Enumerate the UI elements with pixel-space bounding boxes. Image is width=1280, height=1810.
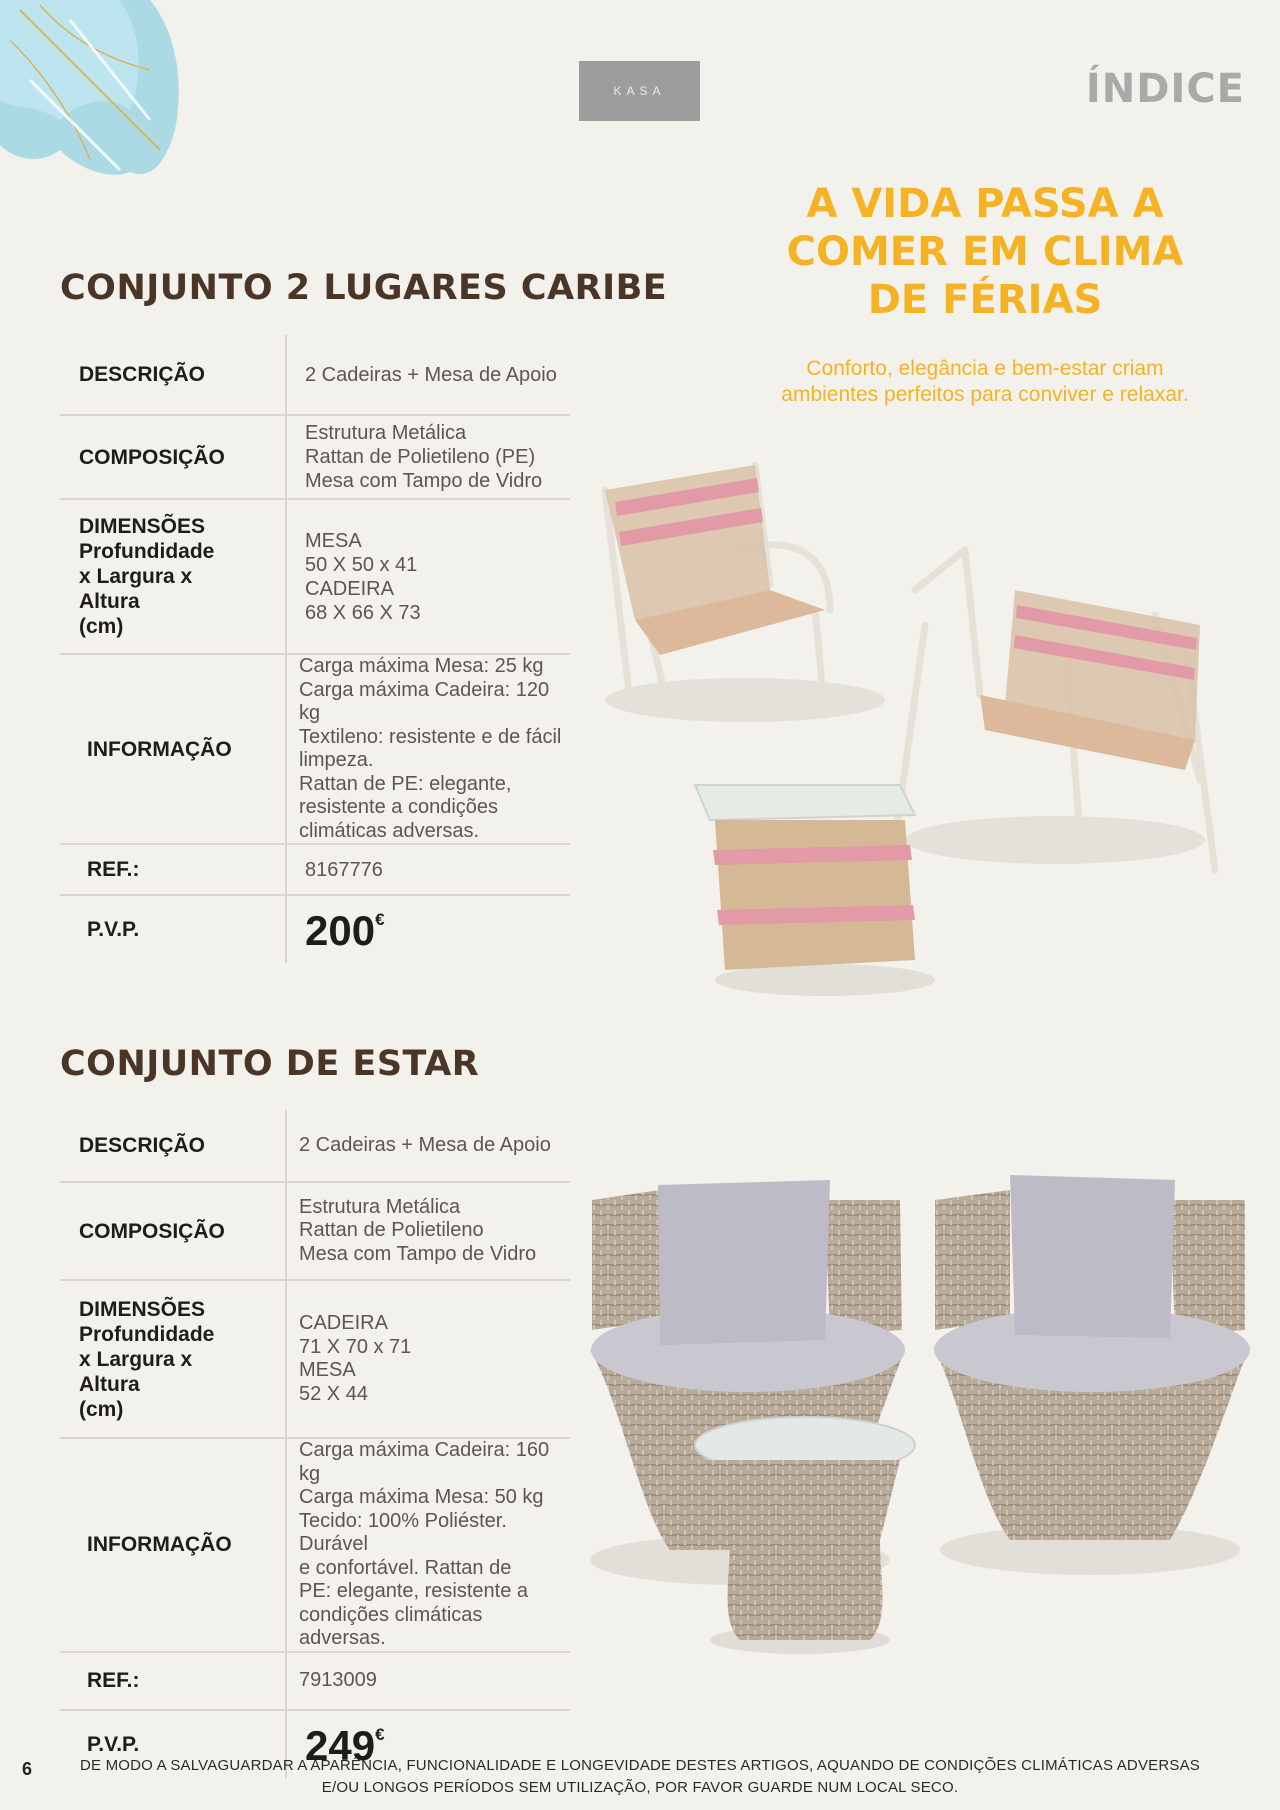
spec-value (286, 654, 570, 844)
product-spec-table (60, 335, 570, 963)
page-number: 6 (22, 1759, 33, 1779)
composition-line: Rattan de Polietileno (299, 1219, 484, 1242)
dimensions-line: CADEIRA (305, 577, 394, 600)
info-line: limpeza. (299, 749, 374, 771)
info-line: PE: elegante, resistente a (299, 1580, 529, 1602)
composition-line: Mesa com Tampo de Vidro (305, 470, 543, 492)
spec-row-description (60, 335, 570, 415)
spec-label: COMPOSIÇÃO (60, 415, 286, 499)
promo-headline (720, 180, 1250, 324)
spec-row-dimensions (60, 1280, 570, 1438)
info-line: Textileno: resistente e de fácil (299, 725, 562, 748)
spec-label (60, 499, 286, 654)
product-title: CONJUNTO DE ESTAR (60, 1044, 480, 1084)
price-currency: € (375, 1724, 385, 1744)
footer-note (60, 1755, 1220, 1799)
promo-headline-line: A VIDA PASSA A (806, 181, 1164, 227)
price-currency: € (375, 910, 385, 929)
spec-label: COMPOSIÇÃO (60, 1182, 286, 1280)
info-line: e confortável. Rattan de (299, 1556, 512, 1579)
spec-value (286, 499, 570, 654)
dimensions-label-line: DIMENSÕES (79, 515, 206, 538)
spec-value (286, 1438, 570, 1652)
spec-value (286, 415, 570, 499)
promo-headline-line: COMER EM CLIMA (786, 229, 1184, 275)
composition-line: Estrutura Metálica (305, 422, 467, 444)
index-link[interactable]: ÍNDICE (1085, 66, 1245, 112)
price-amount: 249 (305, 1721, 376, 1769)
spec-label: REF.: (60, 844, 286, 895)
info-line: Carga máxima Cadeira: 120 kg (299, 678, 550, 724)
spec-row-description (60, 1110, 570, 1182)
spec-label (60, 1280, 286, 1438)
spec-label: INFORMAÇÃO (60, 654, 286, 844)
composition-line: Rattan de Polietileno (PE) (305, 446, 536, 468)
info-line: Carga máxima Mesa: 50 kg (299, 1486, 544, 1508)
spec-label: DESCRIÇÃO (60, 1110, 286, 1182)
promo-tagline (720, 356, 1250, 408)
dimensions-line: MESA (299, 1359, 356, 1381)
dimensions-line: MESA (305, 529, 362, 552)
info-line: Carga máxima Cadeira: 160 kg (299, 1439, 550, 1485)
dimensions-label-line: DIMENSÕES (79, 1297, 206, 1321)
spec-value (286, 1182, 570, 1280)
spec-value: 8167776 (286, 844, 570, 895)
dimensions-label-line: Altura (79, 1372, 140, 1396)
dimensions-line: 71 X 70 x 71 (299, 1335, 412, 1358)
spec-row-ref (60, 1652, 570, 1710)
info-line: Tecido: 100% Poliéster. Durável (299, 1509, 507, 1555)
info-line: climáticas adversas. (299, 819, 480, 842)
info-line: condições climáticas adversas. (299, 1603, 483, 1649)
spec-label: INFORMAÇÃO (60, 1438, 286, 1652)
spec-row-composition (60, 1182, 570, 1280)
product-title: CONJUNTO 2 LUGARES CARIBE (60, 268, 668, 308)
price-value (286, 895, 570, 963)
rope-chairs-side-table-icon (585, 440, 1245, 1000)
spec-row-composition (60, 415, 570, 499)
spec-value (286, 1280, 570, 1438)
spec-value: 2 Cadeiras + Mesa de Apoio (286, 1110, 570, 1182)
dimensions-label-line: (cm) (79, 615, 124, 638)
spec-row-info (60, 1438, 570, 1652)
spec-row-ref (60, 844, 570, 895)
composition-line: Mesa com Tampo de Vidro (299, 1242, 537, 1265)
brand-logo[interactable]: KASA (579, 61, 700, 121)
footer-note-line: DE MODO A SALVAGUARDAR A APARÊNCIA, FUNCIONALIDADE E LONGEVIDADE DESTES ARTIGOS, AQUANDO DE CONDIÇÕES CLIMÁTICAS ADVERSAS (79, 1757, 1201, 1774)
spec-value: 2 Cadeiras + Mesa de Apoio (286, 335, 570, 415)
dimensions-line: 50 X 50 x 41 (305, 553, 418, 576)
info-line: Rattan de PE: elegante, (299, 772, 512, 795)
promo-tagline-line: Conforto, elegância e bem-estar criam (806, 357, 1164, 380)
composition-line: Estrutura Metálica (299, 1195, 461, 1218)
spec-row-price (60, 895, 570, 963)
product-spec-table (60, 1110, 570, 1778)
dimensions-label-line: x Largura x (79, 1347, 193, 1371)
rattan-armchairs-table-icon (580, 1160, 1260, 1660)
spec-value: 7913009 (286, 1652, 570, 1710)
spec-row-info (60, 654, 570, 844)
info-line: resistente a condições (299, 796, 499, 818)
spec-label: REF.: (60, 1652, 286, 1710)
spec-label: P.V.P. (60, 1710, 286, 1778)
spec-label: P.V.P. (60, 895, 286, 963)
promo-headline-line: DE FÉRIAS (867, 277, 1103, 323)
dimensions-line: 68 X 66 X 73 (305, 601, 421, 624)
dimensions-label-line: Profundidade (79, 540, 215, 563)
dimensions-line: CADEIRA (299, 1312, 388, 1334)
dimensions-label-line: x Largura x (79, 565, 193, 588)
price-amount: 200 (305, 907, 376, 954)
promo-tagline-line: ambientes perfeitos para conviver e relaxar. (781, 383, 1189, 406)
dimensions-line: 52 X 44 (299, 1382, 368, 1405)
footer-note-line: E/OU LONGOS PERÍODOS SEM UTILIZAÇÃO, POR FAVOR GUARDE NUM LOCAL SECO. (321, 1779, 959, 1796)
spec-row-dimensions (60, 499, 570, 654)
dimensions-label-line: Altura (79, 590, 140, 613)
info-line: Carga máxima Mesa: 25 kg (299, 655, 544, 677)
dimensions-label-line: Profundidade (79, 1322, 215, 1346)
spec-label: DESCRIÇÃO (60, 335, 286, 415)
dimensions-label-line: (cm) (79, 1397, 124, 1421)
monstera-leaf-icon (0, 0, 190, 185)
